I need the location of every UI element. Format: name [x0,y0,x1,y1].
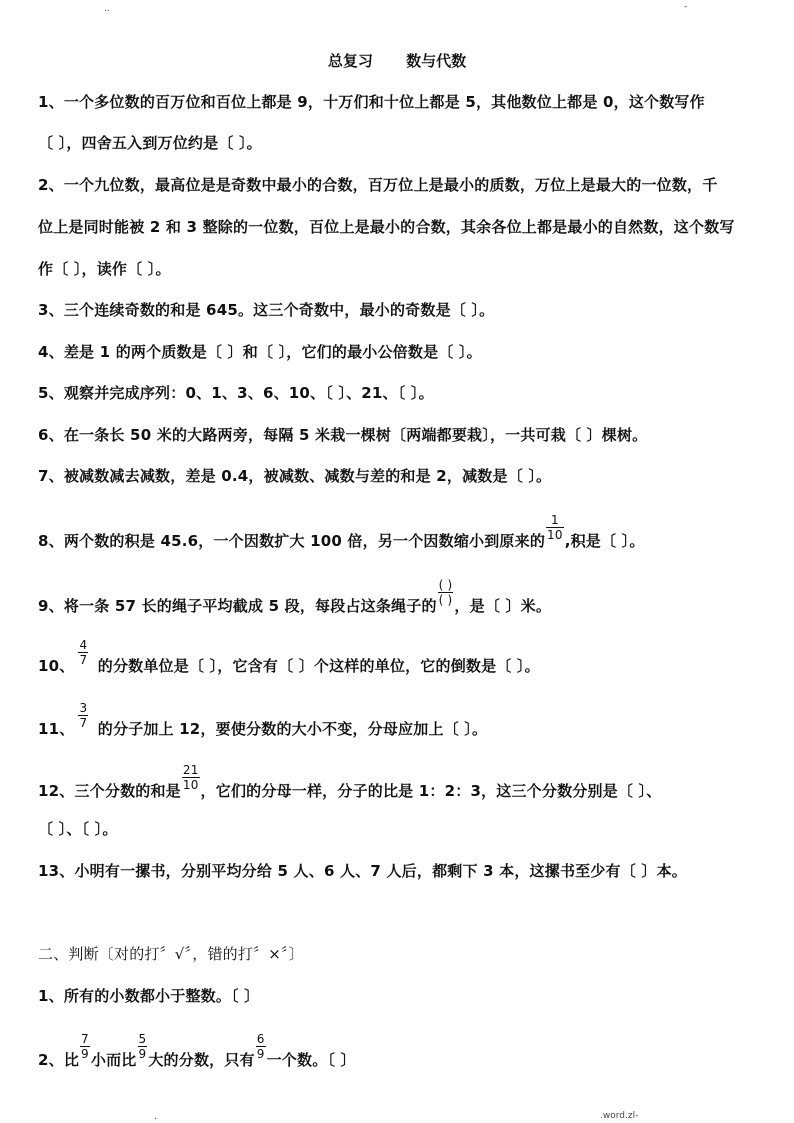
question-10-text-after: 的分数单位是〔 〕，它含有〔 〕个这样的单位，它的倒数是〔 〕。 [92,657,540,675]
fraction-denominator: 9 [81,1047,89,1061]
question-12-line-2: 〔 〕、〔 〕。 [38,820,118,838]
question-9-text-after: ，是〔 〕米。 [454,597,552,615]
footer-left-mark: . [154,1112,157,1122]
title-part-2: 数与代数 [406,52,467,70]
fraction-numerator: 4 [79,638,88,652]
question-9-text-before: 9、将一条 57 长的绳子平均截成 5 段，每段占这条绳子的 [38,597,437,615]
question-11-text-after: 的分子加上 12，要使分数的大小不变，分母应加上〔 〕。 [92,720,488,738]
fraction-denominator: ( ) [438,593,453,607]
fraction-blank [438,578,454,607]
fraction-21-10 [182,763,200,792]
question-12-text-before: 12、三个分数的和是 [38,782,181,800]
fraction-numerator: 7 [81,1032,89,1046]
question-4: 4、差是 1 的两个质数是〔 〕和〔 〕，它们的最小公倍数是〔 〕。 [38,343,482,361]
question-12-text-after: ，它们的分母一样，分子的比是 1：2：3，这三个分数分别是〔 〕、 [200,782,662,800]
judgement-1: 1、所有的小数都小于整数。〔 〕 [38,987,260,1005]
fraction-denominator: 10 [547,528,563,542]
fraction-denominator: 7 [79,653,88,667]
question-5: 5、观察并完成序列：0、1、3、6、10、〔 〕、21、〔 〕。 [38,384,434,402]
fraction-5-9 [138,1032,148,1061]
fraction-denominator: 9 [256,1047,265,1061]
question-1-line-1: 1、一个多位数的百万位和百位上都是 9，十万们和十位上都是 5，其他数位上都是 0，这个数写作 [38,93,705,111]
fraction-4-7 [78,638,88,667]
question-8 [38,513,645,556]
question-1-line-2: 〔 〕，四舍五入到万位约是〔 〕。 [38,134,262,152]
question-11-prefix: 11、 [38,720,75,738]
fraction-numerator: ( ) [438,578,453,592]
judgement-2-text-a: 2、比 [38,1051,80,1069]
footer-right-text: .word.zl- [600,1111,639,1121]
page-title [0,50,794,71]
fraction-7-9 [80,1032,90,1061]
fraction-numerator: 21 [182,763,199,777]
fraction-numerator: 1 [550,513,559,527]
fraction-denominator: 9 [138,1047,147,1061]
fraction-denominator: 7 [79,716,88,730]
fraction-6-9 [256,1032,266,1061]
fraction-numerator: 3 [79,701,88,715]
question-12-line-1 [38,763,662,806]
header-left-mark: .. [104,4,110,14]
judgement-2-text-c: 大的分数，只有 [148,1051,255,1069]
question-13: 13、小明有一摞书，分别平均分给 5 人、6 人、7 人后，都剩下 3 本，这摞书至少有〔 〕本。 [38,862,687,880]
question-3: 3、三个连续奇数的和是 645。这三个奇数中，最小的奇数是〔 〕。 [38,301,495,319]
section-2-heading: 二、判断〔对的打〞√〞，错的打〞×〞〕 [38,945,304,963]
question-2-line-2: 位上是同时能被 2 和 3 整除的一位数，百位上是最小的合数，其余各位上都是最小的自然数，这个数写 [38,218,735,236]
title-part-1: 总复习 [327,52,373,70]
judgement-2-text-d: 一个数。〔 〕 [266,1051,356,1069]
fraction-3-7 [78,701,88,730]
question-10 [38,638,540,681]
judgement-2 [38,1032,356,1075]
header-right-mark: - [684,2,688,12]
question-8-text-before: 8、两个数的积是 45.6，一个因数扩大 100 倍，另一个因数缩小到原来的 [38,532,546,550]
fraction-numerator: 5 [138,1032,147,1046]
question-2-line-3: 作〔 〕，读作〔 〕。 [38,260,171,278]
question-8-text-after: ,积是〔 〕。 [564,532,645,550]
question-10-prefix: 10、 [38,657,75,675]
question-6: 6、在一条长 50 米的大路两旁，每隔 5 米栽一棵树〔两端都要栽〕，一共可栽〔 〕棵树。 [38,426,648,444]
fraction-denominator: 10 [182,778,199,792]
question-2-line-1: 2、一个九位数，最高位是是奇数中最小的合数，百万位上是最小的质数，万位上是最大的一位数，千 [38,176,718,194]
question-11 [38,701,488,744]
question-9 [38,578,552,621]
judgement-2-text-b: 小而比 [90,1051,137,1069]
fraction-1-10 [546,513,564,542]
question-7: 7、被减数减去减数，差是 0.4，被减数、减数与差的和是 2，减数是〔 〕。 [38,467,552,485]
fraction-numerator: 6 [256,1032,265,1046]
